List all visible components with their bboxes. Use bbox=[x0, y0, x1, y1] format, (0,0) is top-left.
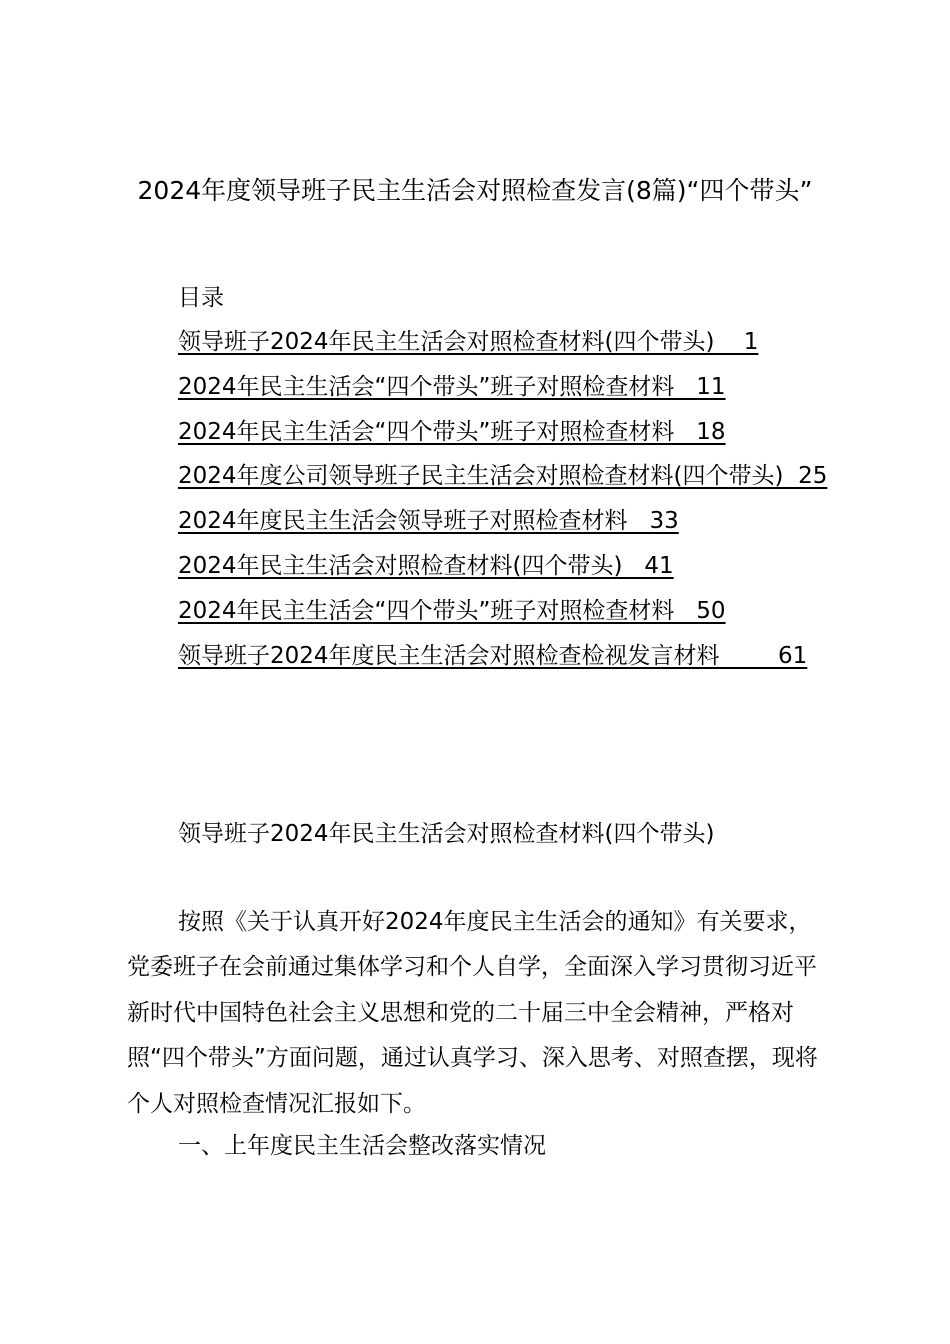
subheading-previous-year-rectification: 一、上年度民主生活会整改落实情况 bbox=[178, 1133, 546, 1159]
section-title: 领导班子2024年民主生活会对照检查材料(四个带头) bbox=[178, 821, 715, 847]
document-title: 2024年度领导班子民主生活会对照检查发言(8篇)“四个带头” bbox=[137, 176, 813, 205]
toc-entry-1[interactable]: 领导班子2024年民主生活会对照检查材料(四个带头) 1 bbox=[178, 329, 759, 355]
table-of-contents bbox=[127, 320, 837, 678]
toc-heading: 目录 bbox=[178, 285, 224, 311]
toc-entry-4[interactable]: 2024年度公司领导班子民主生活会对照检查材料(四个带头) 25 bbox=[178, 463, 828, 490]
toc-entry-2[interactable]: 2024年民主生活会“四个带头”班子对照检查材料 11 bbox=[178, 373, 726, 400]
intro-paragraph: 按照《关于认真开好2024年度民主生活会的通知》有关要求，党委班子在会前通过集体学习和个人自学，全面深入学习贯彻习近平新时代中国特色社会主义思想和党的二十届三中全会精神，严格对照“四个带头”方面问题，通过认真学习、深入思考、对照查摆，现将个人对照检查情况汇报如下。 bbox=[127, 909, 818, 1117]
toc-entry-5[interactable]: 2024年度民主生活会领导班子对照检查材料 33 bbox=[178, 508, 679, 535]
toc-entry-8[interactable]: 领导班子2024年度民主生活会对照检查检视发言材料 61 bbox=[178, 642, 808, 669]
toc-entry-7[interactable]: 2024年民主生活会“四个带头”班子对照检查材料 50 bbox=[178, 597, 726, 624]
toc-entry-6[interactable]: 2024年民主生活会对照检查材料(四个带头) 41 bbox=[178, 552, 674, 579]
toc-entry-3[interactable]: 2024年民主生活会“四个带头”班子对照检查材料 18 bbox=[178, 418, 726, 445]
